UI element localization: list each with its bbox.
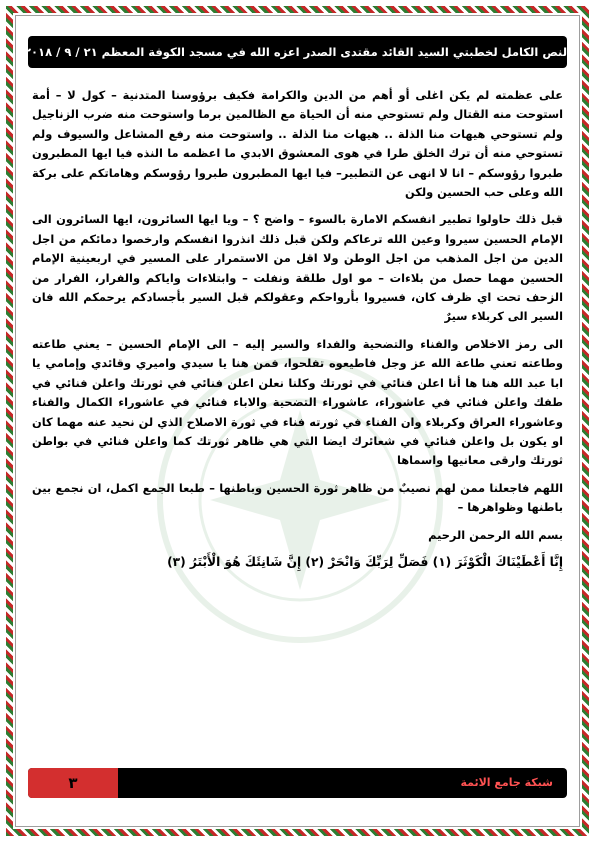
page-title: النص الكامل لخطبتي السيد القائد مقتدى الصدر اعزه الله في مسجد الكوفة المعظم ٢١ / ٩ / ٢٠١٨: [24, 45, 571, 59]
network-name: شبكة جامع الائمة: [460, 776, 553, 789]
quran-verse: إِنَّا أَعْطَيْنَاكَ الْكَوْثَرَ (١) فَصَلِّ لِرَبِّكَ وَانْحَرْ (٢) إِنَّ شَانِئَكَ هُوَ الْأَبْتَرُ (٣): [167, 554, 563, 569]
paragraph: اللهم فاجعلنا ممن لهم نصيبٌ من ظاهر ثورة الحسين وباطنها – طبعا الجمع اكمل، ان نجمع بين باطنها وظواهرها –: [32, 480, 563, 515]
paragraph: قبل ذلك حاولوا تطبير انفسكم الامارة بالسوء – واضح ؟ – ويا ايها السائرون، ايها السائرون الى الإمام الحسين سيروا وعين الله ترعاكم ولكن قبل ذلك انذروا انفسكم وارخصوا دمائكم من اجل الدين من اجل المذهب من اجل الوطن ولا اقل من الاستمرار على المسير في اربعينية الإمام الحسين مهما حصل من بلاءات – مو اول طلقة ونفلت – وابتلاءات واياكم والفرار، الفرار من الزحف تحت اي ظرف كان، فسيروا بأرواحكم وعقولكم قبل السير بأجسادكم يرحمكم الله فان السير الى كربلاء سيرٌ: [32, 212, 563, 324]
page-number: ٣: [28, 768, 118, 798]
basmala: بسم الله الرحمن الرحيم: [428, 527, 563, 542]
paragraph: على عظمته لم يكن اغلى أو أهم من الدين والكرامة فكيف برؤوسنا المتدنية – كول لا – أمة استوحت منه القتال ولم تستوحي منه أن الحياة مع الظالمين برما واستوحت منه ضرب الزناجيل ولم تستوحي هيهات منا الذلة .. هيهات منا الذلة .. واستوحت منه رفع المشاعل والسيوف ولم تستوحي منه أن ترك الخلق طرا في هوى المعشوق الابدي ما اعظمه ما النذه فيا ايها المطبرون طبروا رؤوسكم – انا لا انهى عن التطبير– فيا ايها المطبرون طبروا رؤوسكم وهاماتكم على بركة الله وعلى حب الحسين ولكن: [32, 88, 563, 200]
page-footer: [28, 768, 567, 798]
page-title-bar: [24, 36, 571, 68]
sermon-text: [32, 86, 563, 711]
paragraph: الى رمز الاخلاص والفناء والتضحية والفداء والسير إليه – الى الإمام الحسين – يعني طاعته وطاعته تعني طاعة الله عز وجل فاطيعوه تفلحوا، فمن هنا يا سيدي واميري وقائدي وإمامي يا ابا عبد الله هنا ها أنا اعلن فنائي في ثورتك وكلنا نعلن اعلن فنائي في ثورتك واعلن فنائي في طفك واعلن فنائي في عاشوراء، عاشوراء التضحية والاباء فنائي في عاشوراء الكمال والفناء وعاشوراء العراق وكربلاء وان الفناء في ثورته فناء في ثورة الاصلاح الذي لن نحيد عنه مهما كان او يكون بل واعلن فنائي في شعائرك ايضا التي هي ظاهر ثورتك كما واعلن فنائي في بواطن ثورتك وارقى معانيها واسماها: [32, 336, 563, 468]
